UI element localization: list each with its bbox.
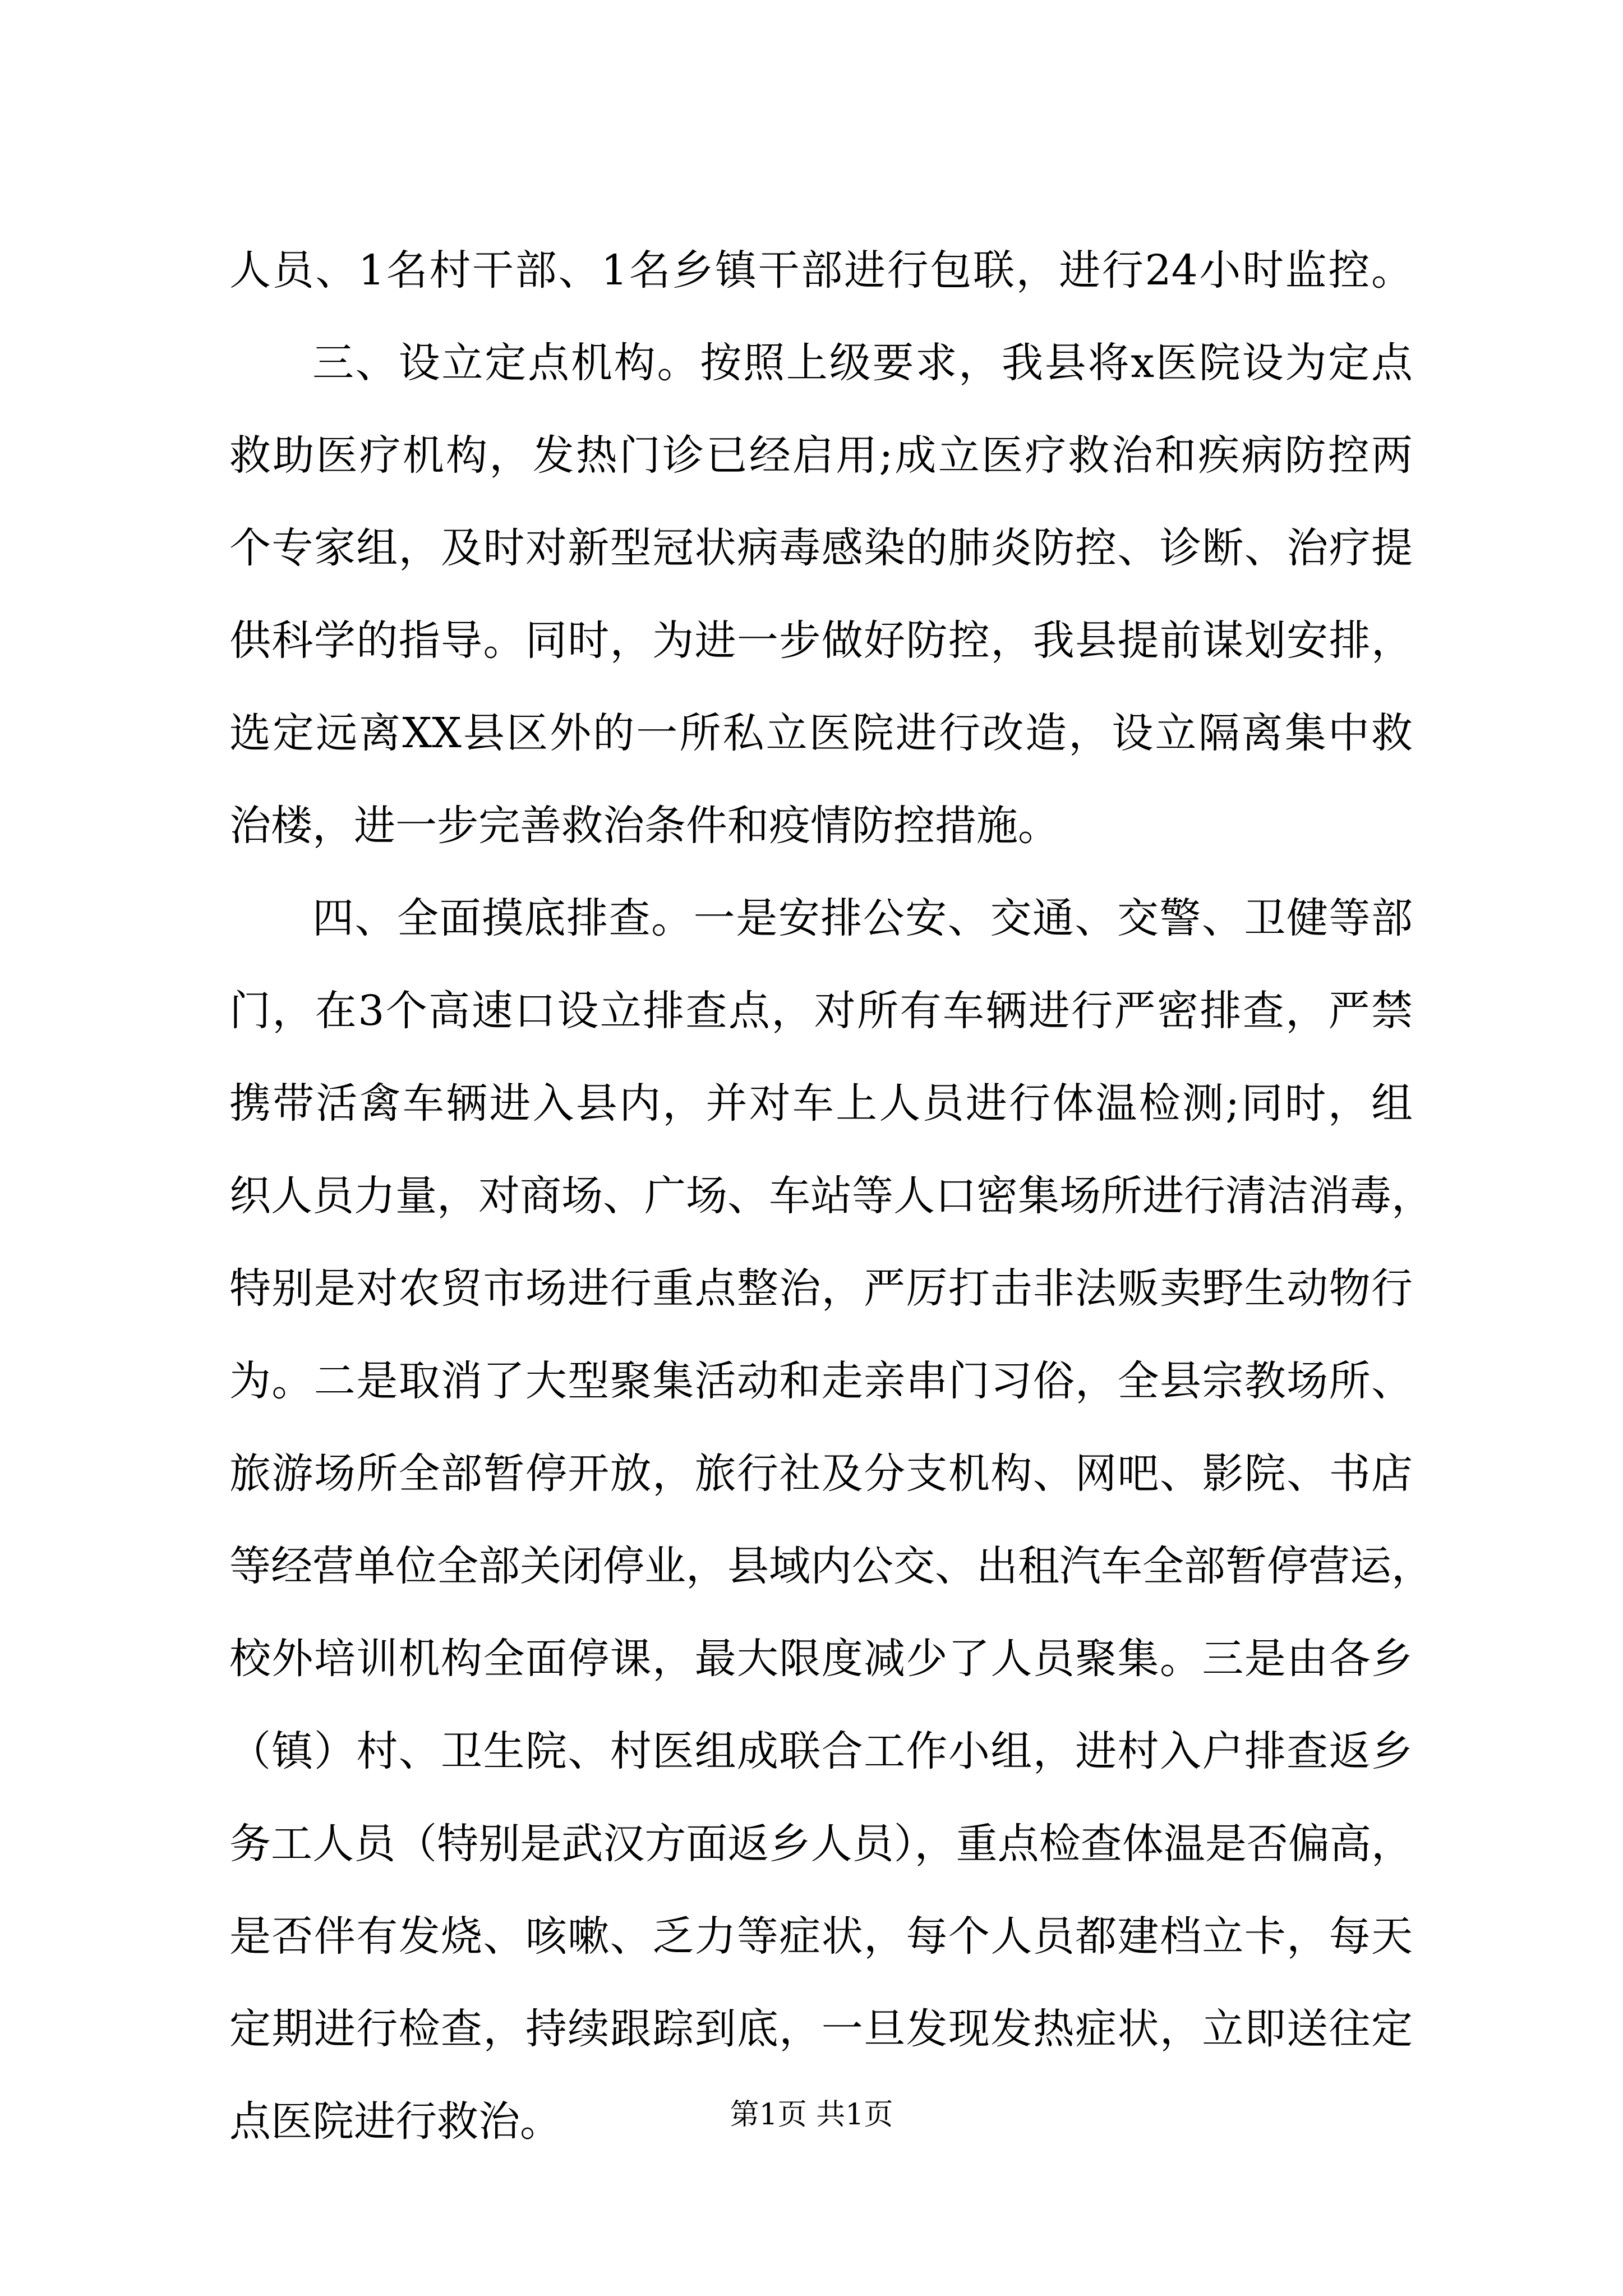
text-line: 四、全面摸底排查。一是安排公安、交通、交警、卫健等部 xyxy=(312,894,1413,942)
text-line: 携带活禽车辆进入县内，并对车上人员进行体温检测;同时，组 xyxy=(229,1079,1413,1128)
text-line: 校外培训机构全面停课，最大限度减少了人员聚集。三是由各乡 xyxy=(229,1635,1413,1683)
text-line: 个专家组，及时对新型冠状病毒感染的肺炎防控、诊断、治疗提 xyxy=(229,524,1413,572)
document-body xyxy=(229,224,1433,2168)
text-line: 供科学的指导。同时，为进一步做好防控，我县提前谋划安排， xyxy=(229,616,1413,665)
text-line: 人员、1名村干部、1名乡镇干部进行包联，进行24小时监控。 xyxy=(229,246,1413,295)
text-line: 治楼，进一步完善救治条件和疫情防控措施。 xyxy=(229,802,1059,850)
text-line: 选定远离XX县区外的一所私立医院进行改造，设立隔离集中救 xyxy=(229,709,1413,757)
text-line: 救助医疗机构，发热门诊已经启用;成立医疗救治和疾病防控两 xyxy=(229,431,1413,480)
text-line: 等经营单位全部关闭停业，县域内公交、出租汽车全部暂停营运， xyxy=(229,1542,1433,1590)
text-line: （镇）村、卫生院、村医组成联合工作小组，进村入户排查返乡 xyxy=(229,1727,1413,1775)
text-line: 为。二是取消了大型聚集活动和走亲串门习俗，全县宗教场所、 xyxy=(229,1357,1413,1405)
text-line: 定期进行检查，持续跟踪到底，一旦发现发热症状，立即送往定 xyxy=(229,2005,1413,2053)
text-line: 三、设立定点机构。按照上级要求，我县将x医院设为定点 xyxy=(312,339,1413,387)
page-number-footer: 第1页 共1页 xyxy=(730,2098,893,2132)
text-line: 是否伴有发烧、咳嗽、乏力等症状，每个人员都建档立卡，每天 xyxy=(229,1912,1413,1961)
text-line: 门，在3个高速口设立排查点，对所有车辆进行严密排查，严禁 xyxy=(229,987,1413,1035)
text-line: 点医院进行救治。 xyxy=(229,2097,561,2146)
text-line: 务工人员（特别是武汉方面返乡人员），重点检查体温是否偏高， xyxy=(229,1820,1413,1868)
text-line: 特别是对农贸市场进行重点整治，严厉打击非法贩卖野生动物行 xyxy=(229,1264,1413,1313)
text-line: 旅游场所全部暂停开放，旅行社及分支机构、网吧、影院、书店 xyxy=(229,1450,1413,1498)
text-line: 织人员力量，对商场、广场、车站等人口密集场所进行清洁消毒， xyxy=(229,1172,1433,1220)
